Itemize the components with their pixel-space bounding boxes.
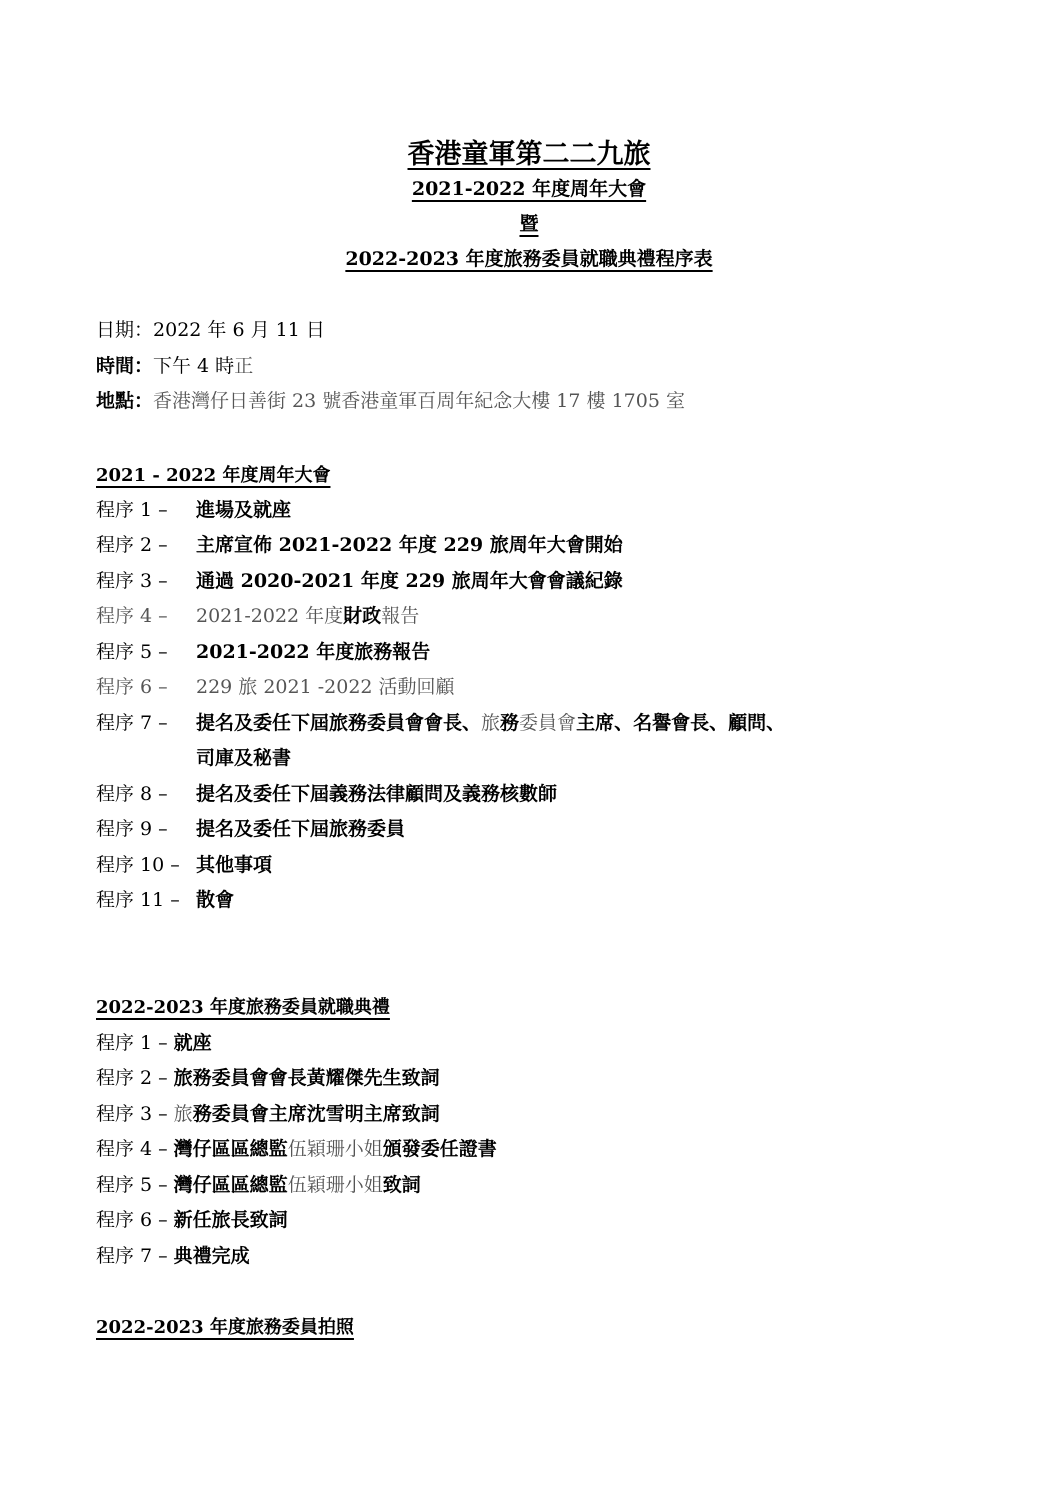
- agm-item-1: 程序 1 – 進場及就座: [96, 499, 292, 521]
- agm-item-8: 程序 8 – 提名及委任下屆義務法律顧問及義務核數師: [96, 783, 558, 805]
- date-line: 日期：2022 年 6 月 11 日: [96, 319, 325, 341]
- agm-item-7-continuation: 司庫及秘書: [196, 747, 292, 769]
- install-item-7: 程序 7 – 典禮完成: [96, 1245, 250, 1267]
- agm-item-11: 程序 11 – 散會: [96, 889, 235, 911]
- install-item-3: 程序 3 – 旅務委員會主席沈雪明主席致詞: [96, 1103, 440, 1125]
- agm-item-7: 程序 7 – 提名及委任下屆旅務委員會會長、旅務委員會主席、名譽會長、顧問、: [96, 712, 786, 734]
- agm-item-2: 程序 2 – 主席宣佈 2021-2022 年度 229 旅周年大會開始: [96, 534, 623, 556]
- installation-heading: 2022-2023 年度旅務委員就職典禮: [96, 997, 390, 1018]
- agm-item-10: 程序 10 – 其他事項: [96, 854, 273, 876]
- install-item-2: 程序 2 – 旅務委員會會長黃耀傑先生致詞: [96, 1067, 440, 1089]
- install-item-6: 程序 6 – 新任旅長致詞: [96, 1209, 288, 1231]
- agm-item-5: 程序 5 – 2021-2022 年度旅務報告: [96, 641, 431, 663]
- conjunction: 暨: [519, 213, 539, 235]
- time-line: 時間：下午 4 時正: [96, 355, 254, 377]
- install-item-1: 程序 1 – 就座: [96, 1032, 212, 1054]
- org-title: 香港童軍第二二九旅: [407, 139, 651, 170]
- ceremony-title: 2022-2023 年度旅務委員就職典禮程序表: [345, 248, 713, 270]
- agm-heading: 2021 - 2022 年度周年大會: [96, 465, 331, 486]
- venue-line: 地點：香港灣仔日善街 23 號香港童軍百周年紀念大樓 17 樓 1705 室: [96, 390, 685, 412]
- agm-item-3: 程序 3 – 通過 2020-2021 年度 229 旅周年大會會議紀錄: [96, 570, 623, 592]
- agm-item-9: 程序 9 – 提名及委任下屆旅務委員: [96, 818, 406, 840]
- meeting-title: 2021-2022 年度周年大會: [411, 178, 647, 200]
- install-item-5: 程序 5 – 灣仔區區總監伍穎珊小姐致詞: [96, 1174, 421, 1196]
- install-item-4: 程序 4 – 灣仔區區總監伍穎珊小姐頒發委任證書: [96, 1138, 497, 1160]
- agm-item-4: 程序 4 – 2021-2022 年度財政報告: [96, 605, 420, 627]
- agm-item-6: 程序 6 – 229 旅 2021 -2022 活動回顧: [96, 676, 455, 698]
- photo-heading: 2022-2023 年度旅務委員拍照: [96, 1317, 354, 1338]
